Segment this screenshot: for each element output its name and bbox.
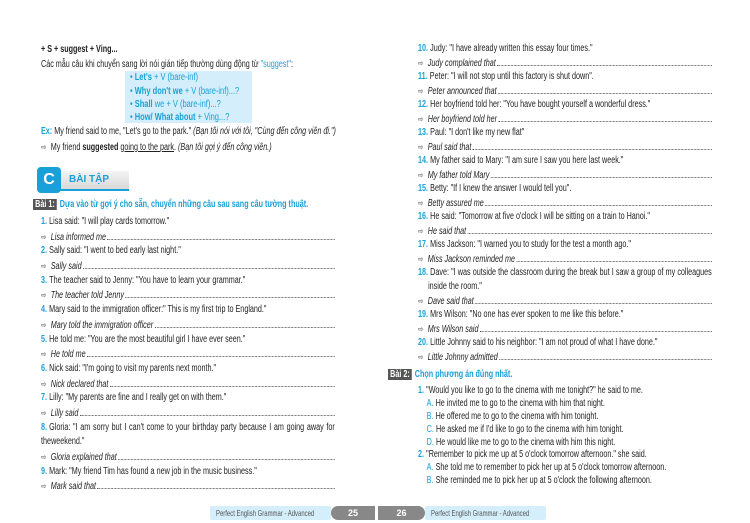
example-answer (41, 140, 335, 155)
answer-line[interactable] (418, 350, 712, 364)
item-number: 2. (418, 449, 425, 461)
item-number: 20. (418, 337, 429, 348)
option-letter: B. (426, 410, 434, 422)
answer-prompt: Dave said that (427, 296, 474, 307)
answer-translation: (Bạn tôi gợi ý đến công viên.) (178, 141, 272, 153)
answer-prompt: Sally said (50, 261, 82, 273)
section-title: BÀI TẬP (69, 174, 109, 185)
answer-line[interactable] (418, 168, 712, 182)
question-text: Lisa said: "I will play cards tomorrow." (49, 216, 170, 227)
item-number: 7. (41, 392, 48, 404)
answer-end: . (174, 141, 177, 153)
answer-text: My friend (50, 141, 83, 153)
question-text: The teacher said to Jenny: "You have to learn your grammar." (49, 274, 246, 286)
answer-blank[interactable] (498, 112, 711, 122)
arrow-icon: ⇨ (418, 226, 424, 236)
question (418, 42, 712, 56)
arrow-icon: ⇨ (418, 170, 424, 180)
question-text: Judy: "I have already written this essay four times." (430, 43, 593, 54)
answer-line[interactable] (418, 56, 712, 70)
footer-title (425, 506, 546, 520)
question (418, 98, 712, 112)
option-letter: A. (426, 397, 434, 409)
answer-line[interactable] (41, 377, 335, 392)
pattern-item: • Why don't we + V (bare-inf)...? (130, 86, 240, 97)
question-text: Mark: "My friend Tim has found a new job in the music business." (49, 465, 257, 477)
answer-prompt: My father told Mary (427, 170, 490, 181)
example (41, 125, 335, 154)
item-number: 4. (41, 304, 48, 316)
answer-prompt: Lisa informed me (50, 231, 106, 243)
item-number: 2. (41, 245, 48, 257)
answer-blank[interactable] (473, 140, 712, 150)
answer-prompt: Nick declared that (50, 378, 109, 390)
question-text: Paul: "I don't like my new flat" (430, 127, 525, 138)
question-text: Mary said to the immigration officer:" This is my first trip to England." (49, 304, 267, 316)
answer-prompt: Paul said that (427, 142, 472, 153)
question-text: Peter: "I will not stop until this factory is shut down". (429, 71, 594, 82)
exercise-2-header (388, 368, 682, 382)
arrow-icon: ⇨ (418, 114, 424, 124)
item-number: 19. (418, 309, 429, 320)
option-letter: C. (426, 423, 434, 435)
option-text: She told me to remember to pick her up at 5 o'clock tomorrow afternoon. (435, 462, 667, 474)
item-number: 9. (41, 465, 48, 477)
answer-prompt: He said that (427, 226, 467, 237)
question (41, 465, 335, 480)
pattern-keyword: How/ What about (134, 112, 196, 123)
question (41, 303, 335, 318)
item-number: 15. (418, 183, 429, 194)
example-text: My friend said to me, "Let's go to the park." (54, 126, 192, 137)
item-number: 3. (41, 274, 48, 286)
option-text: She reminded me to pick her up at 5 o'clock the following afternoon. (435, 475, 652, 487)
mc-option[interactable] (418, 424, 712, 437)
answer-line[interactable] (41, 406, 335, 421)
answer-blank[interactable] (485, 196, 712, 206)
pattern-keyword: Shall (134, 99, 153, 110)
item-number: 18. (418, 267, 429, 278)
item-number: 5. (41, 333, 48, 345)
mc-question (418, 449, 712, 462)
answer-line[interactable] (418, 322, 712, 336)
arrow-icon: ⇨ (418, 352, 424, 362)
answer-blank[interactable] (118, 450, 335, 460)
mc-question (418, 385, 712, 398)
exercise-1-items-continued (418, 42, 712, 364)
pattern-rest: + V (bare-inf) (151, 72, 198, 83)
answer-prompt: The teacher told Jenny (50, 290, 125, 302)
answer-prompt: Miss Jackson reminded me (427, 254, 515, 265)
arrow-icon: ⇨ (41, 481, 47, 492)
answer-prompt: Lilly said (50, 407, 79, 419)
question (41, 391, 335, 406)
item-number: 12. (418, 99, 429, 110)
question-text: Mrs Wilson: "No one has ever spoken to me like this before." (430, 309, 624, 320)
answer-blank[interactable] (107, 230, 334, 240)
answer-blank[interactable] (97, 479, 334, 489)
question (418, 182, 712, 196)
answer-prompt: Gloria explained that (50, 452, 117, 463)
example-translation: (Bạn tôi nói với tôi, "Cùng đến công viên đi.") (193, 126, 336, 137)
option-letter: B. (426, 475, 434, 487)
answer-line[interactable] (41, 318, 335, 333)
answer-line[interactable] (418, 140, 712, 154)
question (418, 70, 712, 84)
footer-title-text: Perfect English Grammar - Advanced (431, 508, 530, 518)
item-number: 17. (418, 239, 429, 250)
question (41, 274, 335, 289)
question-text: Little Johnny said to his neighbor: "I am not proud of what I have done." (430, 337, 658, 348)
pattern-rest: we + V (bare-inf)...? (152, 99, 221, 110)
exercise-instruction: Chọn phương án đúng nhất. (414, 369, 513, 380)
question (418, 126, 712, 140)
pattern-item: • Shall we + V (bare-inf)...? (130, 99, 221, 110)
question (418, 336, 712, 350)
arrow-icon: ⇨ (418, 86, 424, 96)
answer-blank[interactable] (499, 350, 712, 360)
answer-blank[interactable] (475, 294, 712, 304)
question-text: Gloria: "I am sorry but I can't come to your birthday party because I am going away for the (41, 421, 335, 448)
arrow-icon: ⇨ (418, 324, 424, 334)
exercise-label: Bài 2: (388, 369, 412, 380)
arrow-icon: ⇨ (41, 349, 47, 360)
question-text: "Would you like to go to the cinema with me tonight?" he said to me. (426, 385, 643, 396)
pattern-item: • How/ What about + Ving...? (130, 112, 230, 123)
answer-blank[interactable] (155, 318, 335, 328)
answer-blank[interactable] (87, 347, 335, 357)
item-number: 1. (41, 216, 48, 227)
question-text: Her boyfriend told her: "You have bought yourself a wonderful dress." (430, 99, 651, 110)
arrow-icon: ⇨ (41, 141, 47, 152)
question (418, 210, 712, 224)
answer-line[interactable] (418, 252, 712, 266)
arrow-icon: ⇨ (41, 407, 47, 418)
page-number: 26 (378, 506, 425, 520)
question (418, 308, 712, 322)
question-text: Sally said: "I went to bed early last night." (49, 245, 181, 257)
pattern-item: • Let's + V (bare-inf) (130, 72, 198, 83)
pattern-keyword: Why don't we (134, 86, 183, 97)
section-title-bar (59, 171, 129, 191)
pattern-keyword: Let's (134, 72, 152, 83)
item-number: 10. (418, 43, 429, 54)
arrow-icon: ⇨ (418, 142, 424, 152)
answer-prompt: Mary told the immigration officer (50, 319, 154, 331)
arrow-icon: ⇨ (41, 378, 47, 389)
question-text-cont: inside the room." (428, 281, 482, 292)
question (418, 266, 712, 294)
item-number: 8. (41, 421, 48, 433)
arrow-icon: ⇨ (418, 296, 424, 306)
answer-line[interactable] (418, 294, 712, 308)
option-letter: A. (426, 462, 434, 474)
intro-end: : (290, 58, 293, 70)
answer-prompt: He told me (50, 349, 86, 361)
question-text: He told me: "You are the most beautiful girl I have ever seen." (49, 333, 246, 345)
answer-blank[interactable] (468, 224, 712, 234)
question (41, 421, 335, 450)
footer-title (210, 506, 331, 520)
question-text: Miss Jackson: "I warned you to study for the test a month ago." (430, 239, 631, 250)
question (41, 362, 335, 377)
answer-blank[interactable] (498, 84, 712, 94)
pattern-box (125, 71, 252, 123)
question-text-cont: weekend." (51, 436, 85, 448)
arrow-icon: ⇨ (41, 231, 47, 242)
answer-verb: suggested (82, 141, 119, 153)
mc-option[interactable] (418, 437, 712, 450)
answer-blank[interactable] (491, 168, 712, 178)
answer-prompt: Peter announced that (427, 86, 497, 97)
option-text: He offered me to go to the cinema with him tonight. (435, 410, 599, 422)
grammar-heading: + S + suggest + Ving... (41, 44, 118, 55)
section-badge (37, 167, 129, 194)
answer-line[interactable] (41, 230, 335, 245)
exercise-1-header (33, 198, 327, 213)
example-label: Ex: (41, 126, 53, 137)
option-text: He invited me to go to the cinema with him that night. (435, 397, 605, 409)
mc-option[interactable] (418, 398, 712, 411)
item-number: 14. (418, 155, 429, 166)
answer-line[interactable] (418, 196, 712, 210)
pattern-rest: + V (bare-inf)...? (182, 86, 240, 97)
mc-option[interactable] (418, 462, 712, 475)
section-letter: C (37, 167, 61, 193)
question (41, 244, 335, 259)
answer-blank[interactable] (125, 288, 334, 298)
answer-prompt: Her boyfriend told her (427, 114, 497, 125)
answer-blank[interactable] (516, 252, 711, 262)
question (418, 154, 712, 168)
question-text: Betty: "If I knew the answer I would tell you". (430, 183, 572, 194)
footer-title-text: Perfect English Grammar - Advanced (216, 508, 315, 518)
question-text: Lilly: "My parents are fine and I really get on with them." (49, 392, 227, 404)
answer-line[interactable] (41, 450, 335, 465)
intro-verb: "suggest" (260, 58, 291, 70)
question-text: He said: "Tomorrow at five o'clock I will be sitting on a train to Hanoi." (430, 211, 650, 222)
question (41, 215, 335, 230)
answer-underlined: going to the park (120, 141, 175, 153)
question-text: "Remember to pick me up at 5 o'clock tomorrow afternoon." she said. (426, 449, 647, 461)
question (418, 238, 712, 252)
answer-prompt: Judy complained that (427, 58, 496, 69)
arrow-icon: ⇨ (418, 198, 424, 208)
answer-blank[interactable] (80, 406, 335, 416)
answer-blank[interactable] (83, 259, 335, 269)
arrow-icon: ⇨ (41, 261, 47, 272)
exercise-2-items (418, 385, 712, 488)
suggest-intro (41, 43, 335, 72)
option-letter: D. (426, 436, 434, 448)
mc-option[interactable] (418, 475, 712, 488)
item-number: 1. (418, 385, 425, 396)
item-number: 6. (41, 362, 48, 374)
question (41, 333, 335, 348)
page-number: 25 (331, 506, 375, 520)
arrow-icon: ⇨ (418, 254, 424, 264)
answer-line[interactable] (41, 347, 335, 362)
question-text: Dave: "I was outside the classroom during the break but I saw a group of my colleagues (430, 267, 712, 278)
answer-line[interactable] (418, 112, 712, 126)
pattern-rest: + Ving...? (195, 112, 230, 123)
answer-blank[interactable] (497, 56, 712, 66)
answer-line[interactable] (41, 479, 335, 494)
answer-blank[interactable] (110, 377, 335, 387)
item-number: 16. (418, 211, 429, 222)
question-text: Nick said: "I'm going to visit my parents next month." (49, 362, 217, 374)
item-number: 11. (418, 71, 428, 82)
exercise-1-items (41, 215, 335, 494)
answer-blank[interactable] (480, 322, 712, 332)
intro-sentence: Các mẫu câu khi chuyển sang lời nói gián tiếp thường dùng động từ (41, 58, 261, 70)
example-line (41, 125, 335, 140)
answer-prompt: Mrs Wilson said (427, 324, 479, 335)
answer-line[interactable] (41, 288, 335, 303)
answer-prompt: Betty assured me (427, 198, 484, 209)
option-text: He asked me if I'd like to go to the cinema with him tonight. (436, 423, 624, 435)
answer-line[interactable] (41, 259, 335, 274)
arrow-icon: ⇨ (41, 290, 47, 301)
exercise-instruction: Dựa vào từ gợi ý cho sẵn, chuyển những câu sau sang câu tường thuật. (59, 199, 309, 210)
question-text: My father said to Mary: "I am sure I saw you here last week." (430, 155, 624, 166)
exercise-label: Bài 1: (33, 199, 57, 210)
answer-line[interactable] (418, 224, 712, 238)
option-text: He would like me to go to the cinema with him this night. (436, 436, 616, 448)
answer-prompt: Little Johnny admitted (427, 352, 498, 363)
right-page (375, 0, 750, 523)
answer-prompt: Mark said that (50, 481, 96, 493)
arrow-icon: ⇨ (41, 452, 47, 462)
mc-option[interactable] (418, 411, 712, 424)
item-number: 13. (418, 127, 429, 138)
arrow-icon: ⇨ (41, 319, 47, 330)
arrow-icon: ⇨ (418, 58, 424, 68)
answer-line[interactable] (418, 84, 712, 98)
